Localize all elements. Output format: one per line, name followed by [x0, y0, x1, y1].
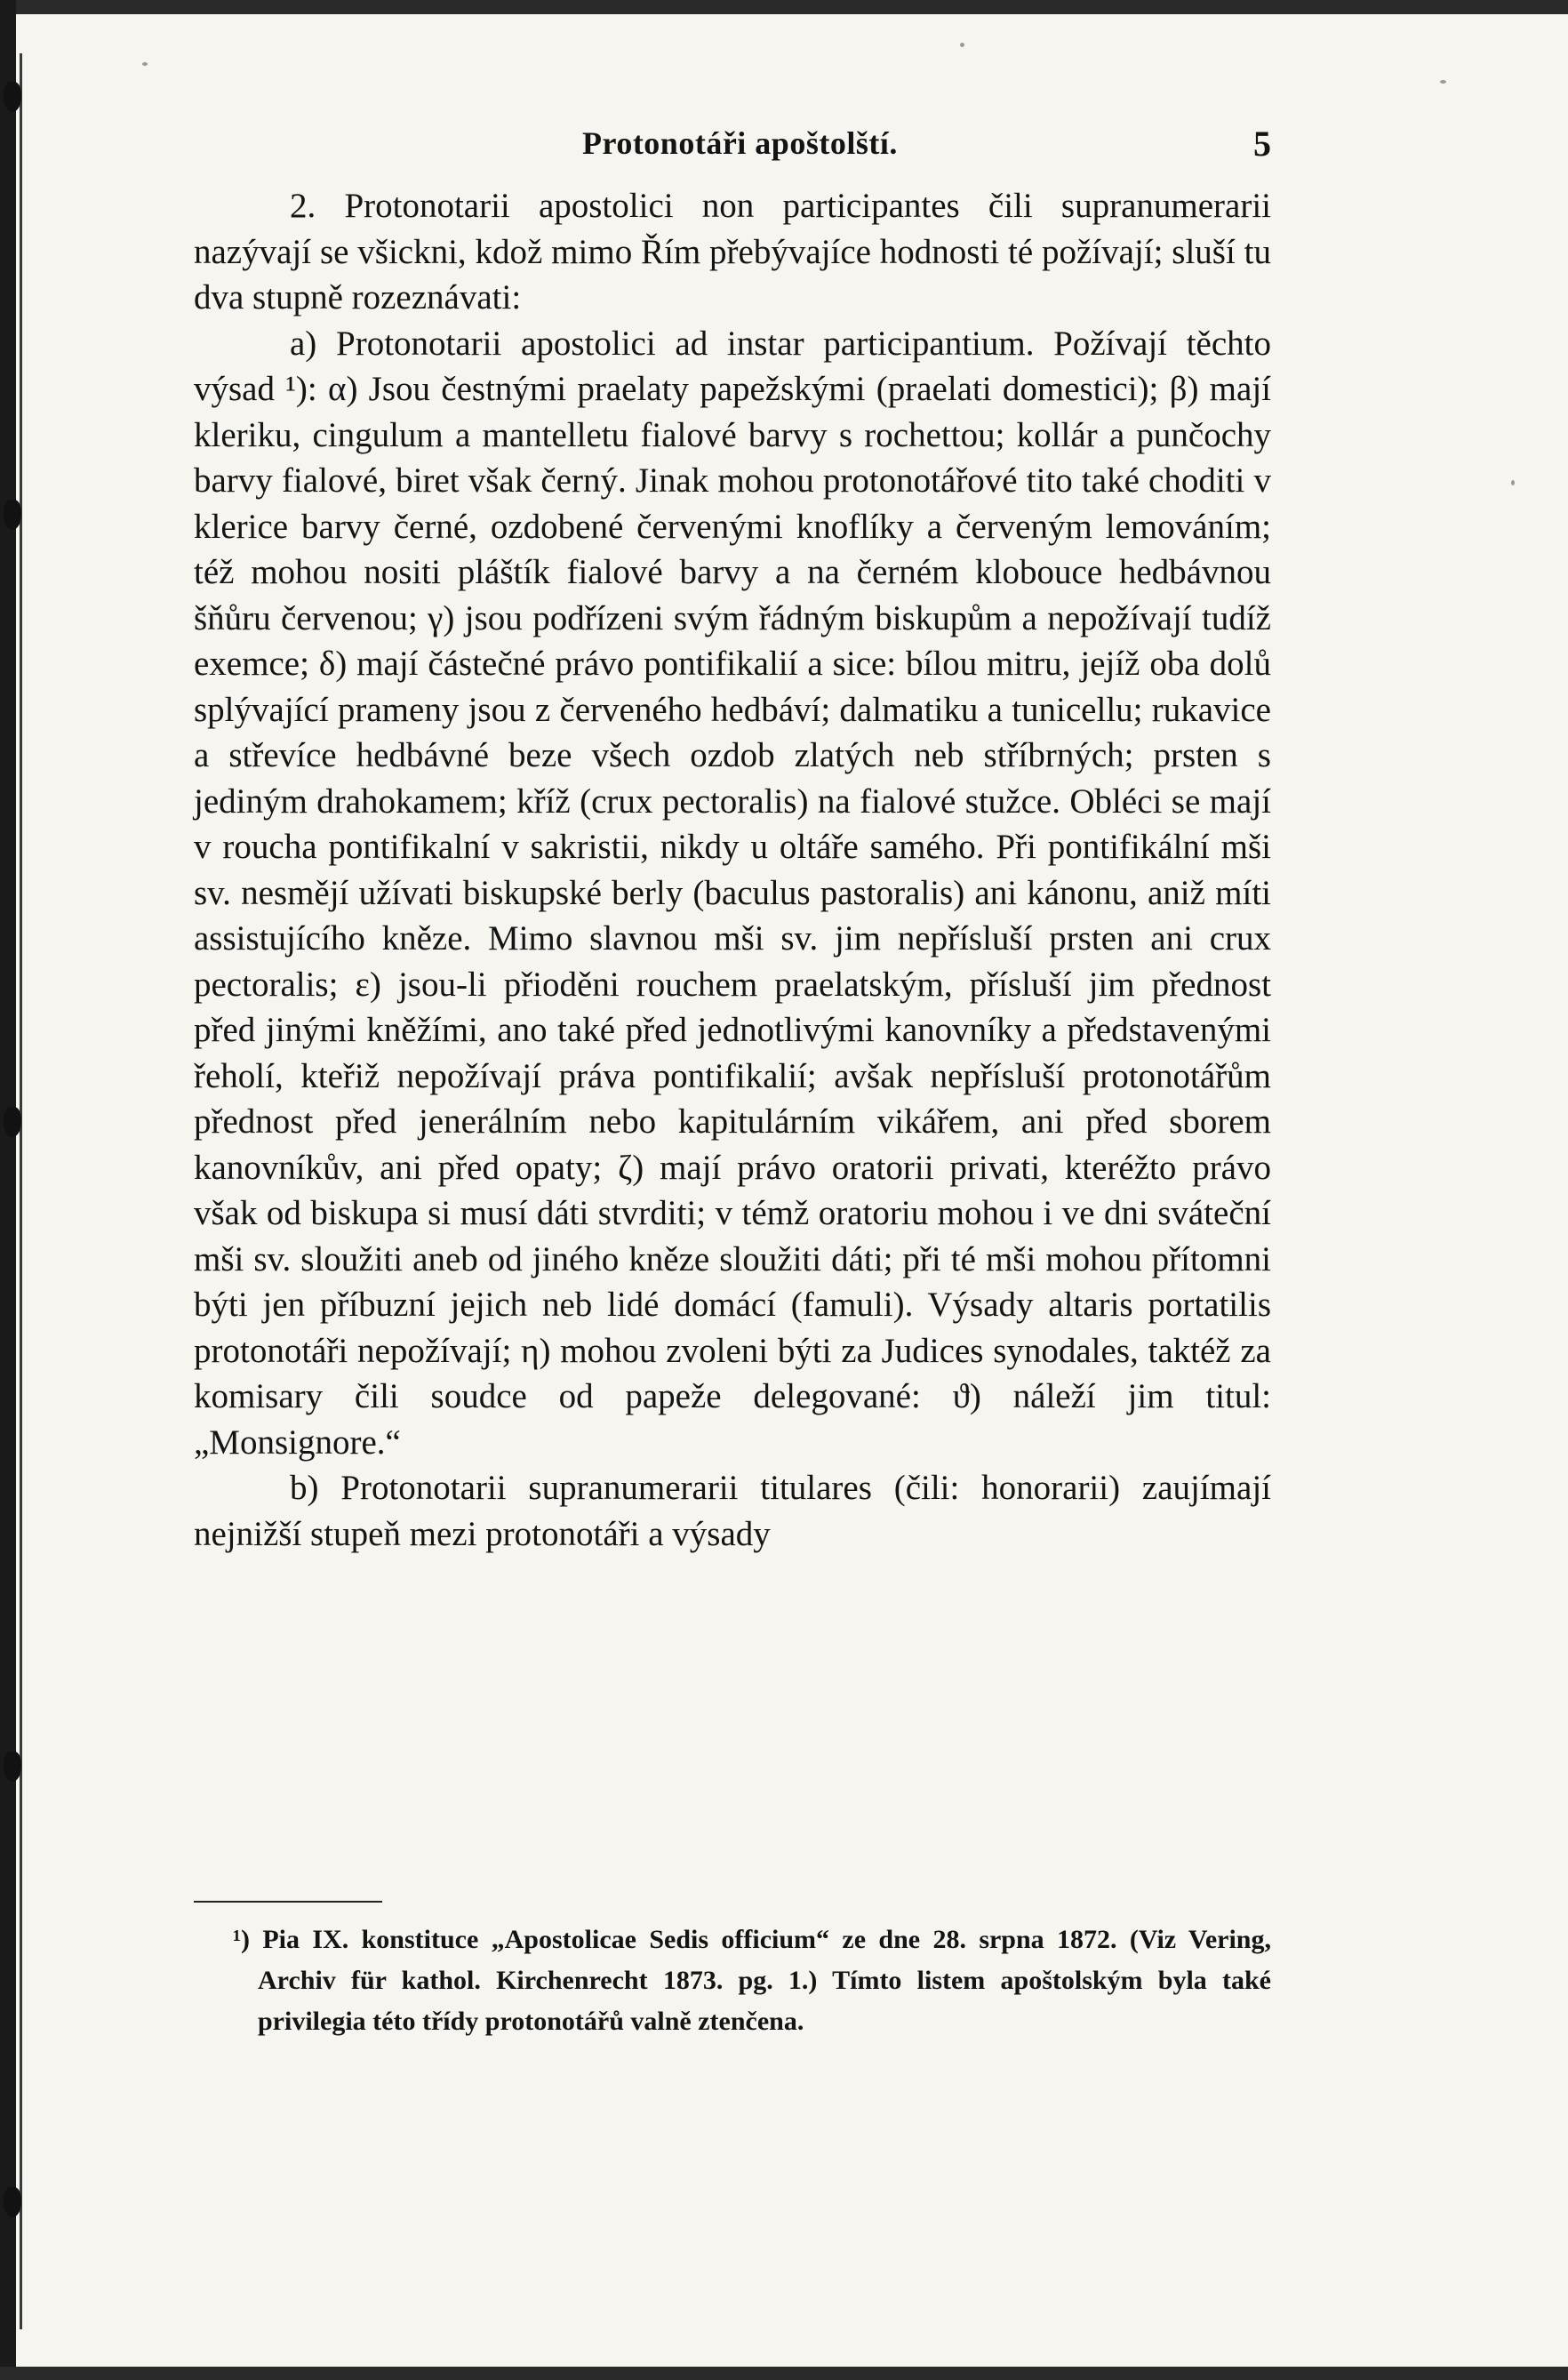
page-top-edge	[0, 0, 1568, 14]
main-text	[194, 183, 1271, 1557]
paper-speck	[1440, 80, 1446, 84]
page-header	[196, 123, 1271, 176]
paper-speck	[142, 62, 148, 66]
page-bottom-edge	[0, 2367, 1568, 2380]
page-binding-edge	[0, 0, 16, 2380]
running-head: Protonotáři apoštolští.	[582, 125, 898, 161]
binding-stitch-mark	[4, 82, 21, 112]
paper-speck	[960, 43, 964, 47]
binding-shadow-line	[20, 53, 22, 2329]
footnote: ¹) Pia IX. konstituce „Apostolicae Sedis officium“ ze dne 28. srpna 1872. (Viz Vering, Archiv für kathol. Kirchenrecht 1873. pg. 1.) Tímto listem apoštolským byla také privilegia této třídy protonotářů valně ztenčena.	[233, 1925, 1271, 2036]
binding-stitch-mark	[4, 1751, 21, 1782]
paper-speck	[1511, 480, 1515, 485]
binding-stitch-mark	[4, 1107, 21, 1137]
footnote-separator	[194, 1901, 382, 1903]
paragraph: 2. Protonotarii apostolici non participantes čili supranumerarii nazývají se všickni, kdož mimo Řím přebývajíce hodnosti té požívají; sluší tu dva stupně rozeznávati:	[194, 187, 1271, 317]
page-number: 5	[1253, 124, 1271, 164]
binding-stitch-mark	[4, 2187, 21, 2217]
binding-stitch-mark	[4, 500, 21, 530]
paragraph: a) Protonotarii apostolici ad instar participantium. Požívají těchto výsad ¹): α) Jsou čestnými praelaty papežskými (praelati domestici); β) mají kleriku, cingulum a mantelletu fialové barvy s rochettou; kollár a punčochy barvy fialové, biret však černý. Jinak mohou protonotářové tito také choditi v klerice barvy černé, ozdobené červenými knoflíky a červeným lemováním; též mohou nositi pláštík fialové barvy a na černém klobouce hedbávnou šňůru červenou; γ) jsou podřízeni svým řádným biskupům a nepožívají tudíž exemce; δ) mají částečné právo pontifikalií a sice: bílou mitru, jejíž oba dolů splývající prameny jsou z červeného hedbáví; dalmatiku a tunicellu; rukavice a střevíce hedbávné beze všech ozdob zlatých neb stříbrných; prsten s jediným drahokamem; kříž (crux pectoralis) na fialové stužce. Obléci se mají v roucha pontifikalní v sakristii, nikdy u oltáře samého. Při pontifikální mši sv. nesmějí užívati biskupské berly (baculus pastoralis) ani kánonu, aniž míti assistujícího kněze. Mimo slavnou mši sv. jim nepřísluší prsten ani crux pectoralis; ε) jsou-li přioděni rouchem praelatským, přísluší jim přednost před jinými kněžími, ano také před jednotlivými kanovníky a představenými řeholí, kteřiž nepožívají práva pontifikalií; avšak nepřísluší protonotářům přednost před jenerálním nebo kapitulárním vikářem, ani před sborem kanovníkův, ani před opaty; ζ) mají právo oratorii privati, kteréžto právo však od biskupa si musí dáti stvrditi; v témž oratoriu mohou i ve dni sváteční mši sv. sloužiti aneb od jiného kněze sloužiti dáti; při té mši mohou přítomni býti jen příbuzní jejich neb lidé domácí (famuli). Výsady altaris portatilis protonotáři nepožívají; η) mohou zvoleni býti za Judices synodales, taktéž za komisary čili soudce od papeže delegované: ϑ) náleží jim titul: „Monsignore.“	[194, 324, 1271, 1462]
paragraph: b) Protonotarii supranumerarii titulares (čili: honorarii) zaujímají nejnižší stupeň mezi protonotáři a výsady	[194, 1469, 1271, 1553]
